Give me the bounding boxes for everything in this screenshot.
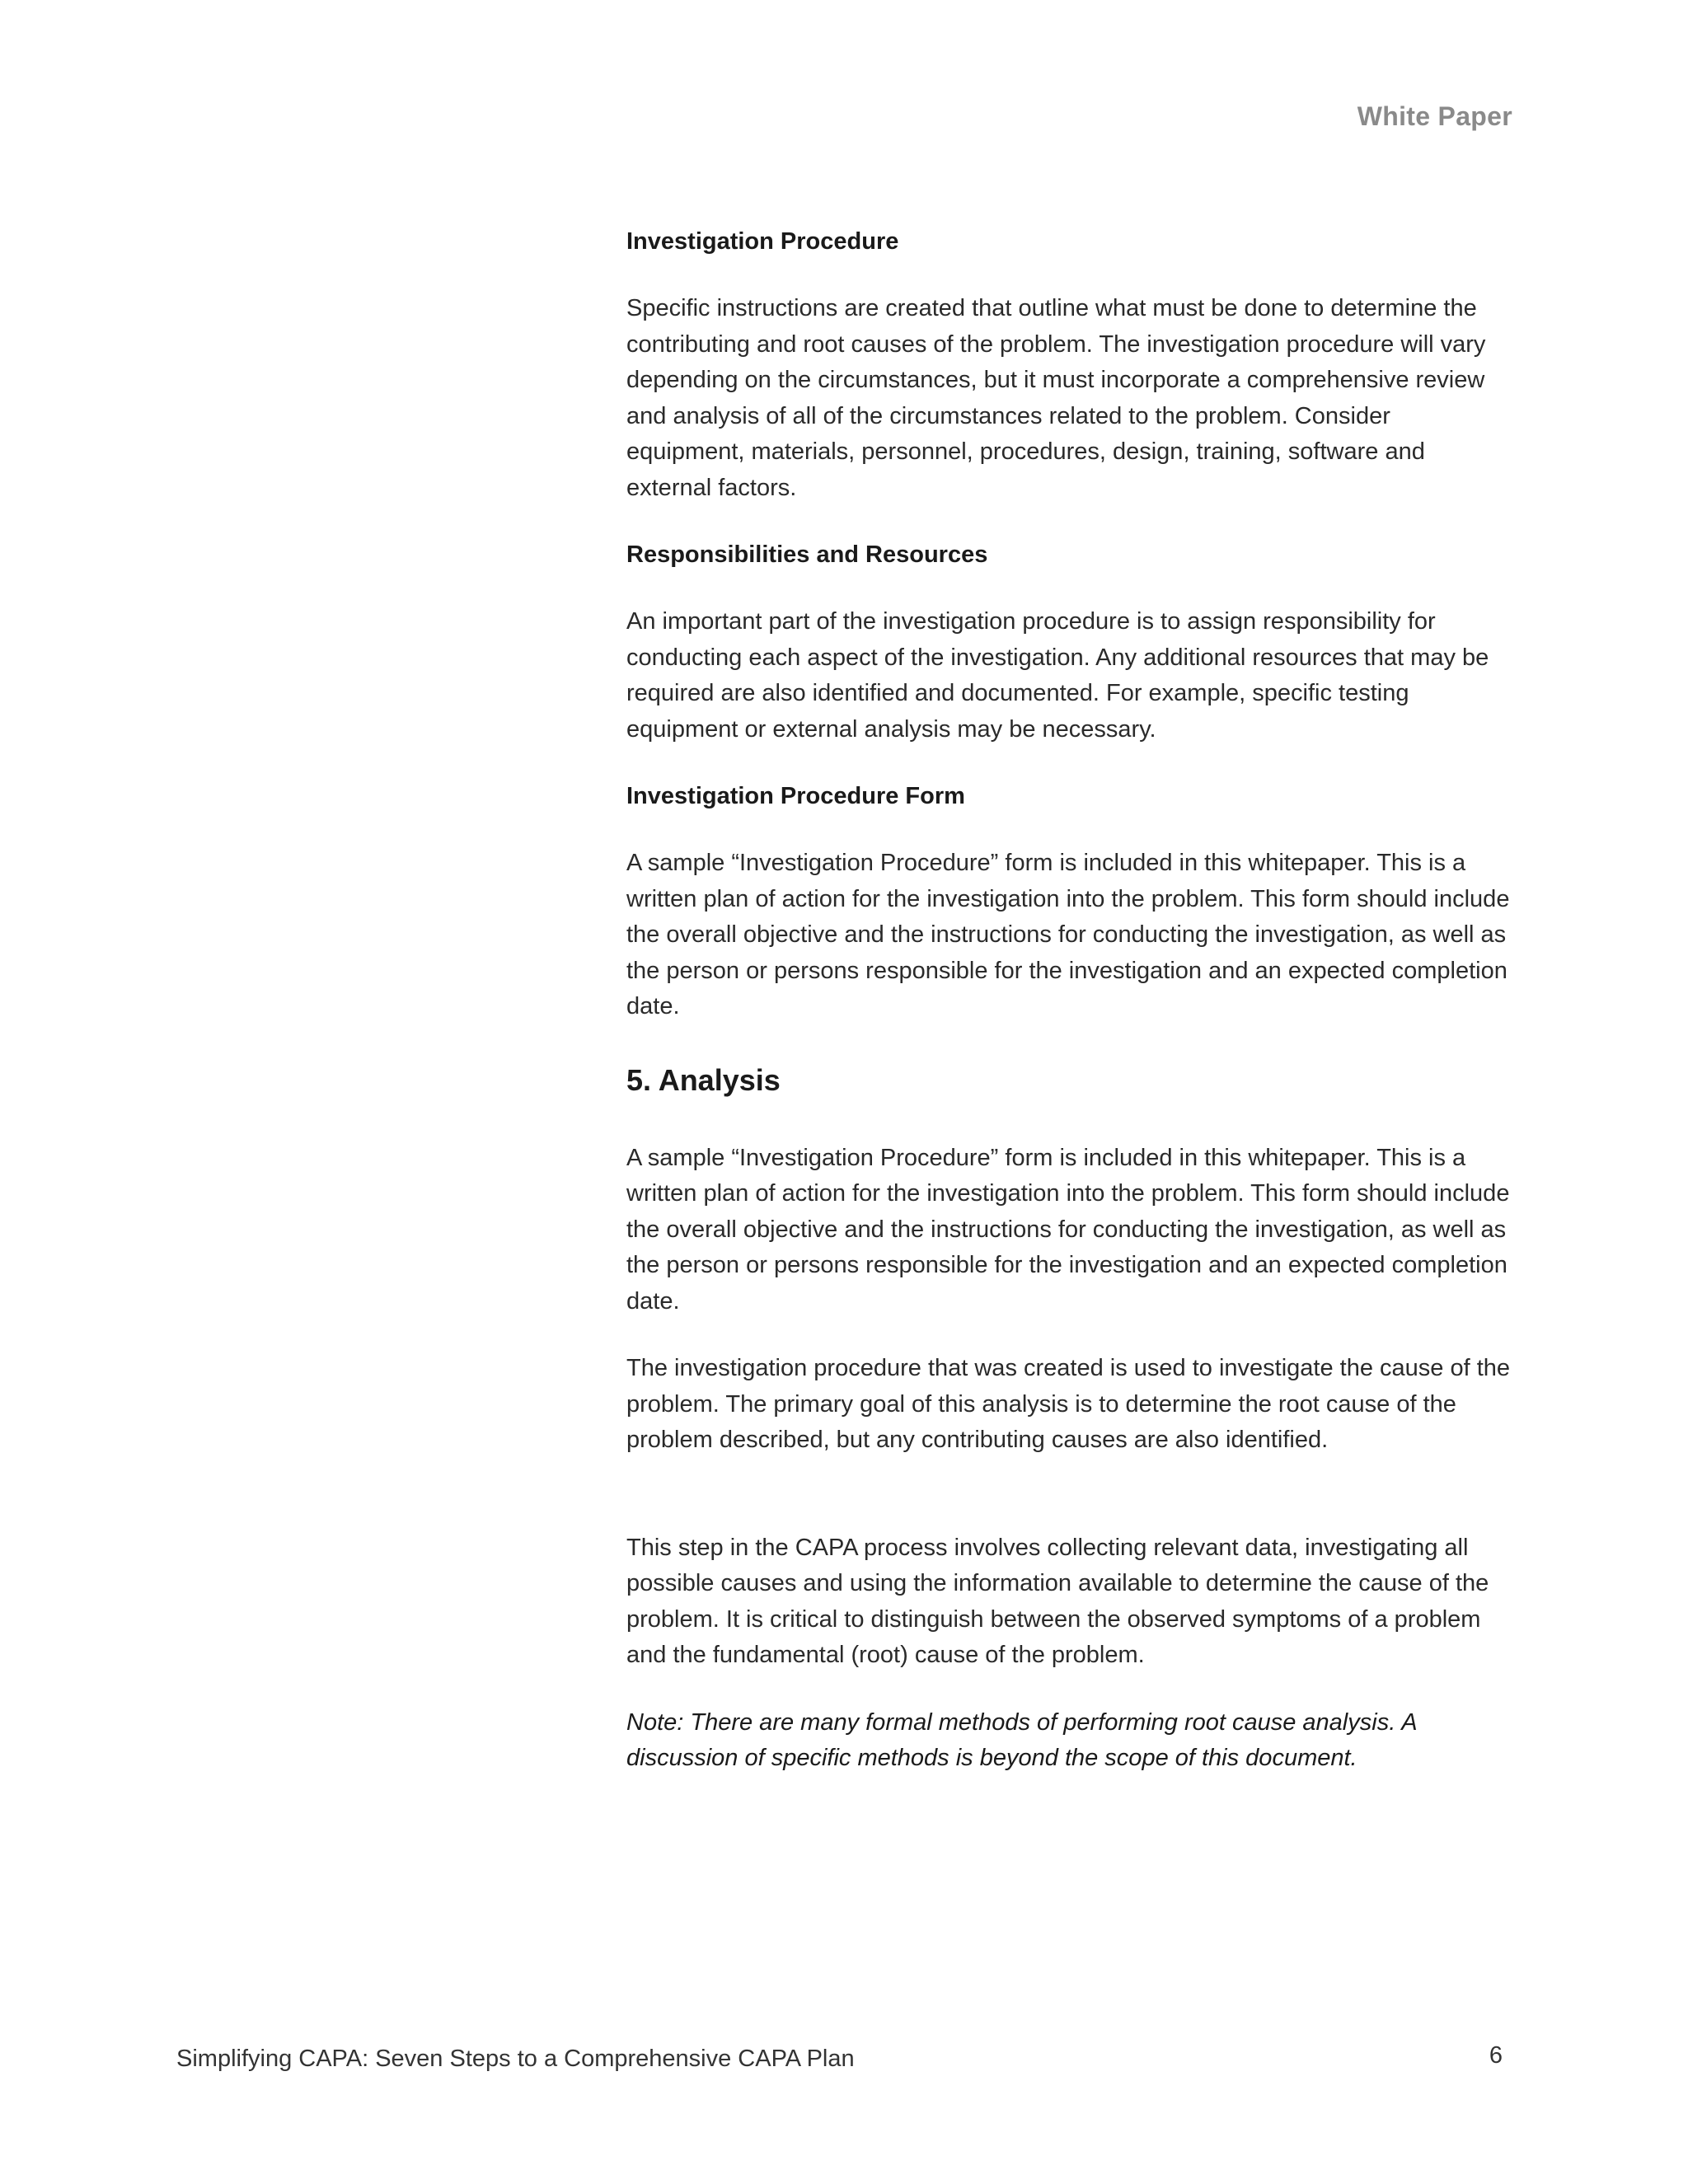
page-number: 6 xyxy=(1489,2042,1503,2069)
analysis-section-title: 5. Analysis xyxy=(626,1062,781,1097)
investigation-procedure-heading: Investigation Procedure xyxy=(626,228,899,255)
header-label: White Paper xyxy=(1357,101,1512,131)
procedure-form-heading: Investigation Procedure Form xyxy=(626,783,965,809)
responsibilities-heading: Responsibilities and Resources xyxy=(626,541,988,568)
analysis-paragraph: The investigation procedure that was created is used to investigate the cause of the problem. The primary goal of this analysis is to determine the root cause of the problem described, but any contributing causes are also identified. xyxy=(626,1355,1511,1453)
main-content xyxy=(626,224,1512,1777)
footer-document-title: Simplifying CAPA: Seven Steps to a Comprehensive CAPA Plan xyxy=(176,2046,855,2072)
analysis-paragraph: This step in the CAPA process involves collecting relevant data, investigating all possible causes and using the information available to determine the cause of the problem. It is critical to distinguish between the observed symptoms of a problem and the fundamental (root) cause of the problem. xyxy=(626,1534,1489,1668)
investigation-procedure-body: Specific instructions are created that outline what must be done to determine the contributing and root causes of the problem. The investigation procedure will vary depending on the circumstances, but it must incorporate a comprehensive review and analysis of all of the circumstances related to the problem. Consider equipment, materials, personnel, procedures, design, training, software and external factors. xyxy=(626,295,1486,501)
procedure-form-body: A sample “Investigation Procedure” form is included in this whitepaper. This is a written plan of action for the investigation into the problem. This form should include the overall objective and the instructions for conducting the investigation, as well as the person or persons responsible for the investigation and an expected completion date. xyxy=(626,850,1510,1019)
analysis-note: Note: There are many formal methods of performing root cause analysis. A discussion of specific methods is beyond the scope of this document. xyxy=(626,1708,1417,1771)
analysis-paragraph: A sample “Investigation Procedure” form is included in this whitepaper. This is a written plan of action for the investigation into the problem. This form should include the overall objective and the instructions for conducting the investigation, as well as the person or persons responsible for the investigation and an expected completion date. xyxy=(626,1144,1510,1315)
responsibilities-body: An important part of the investigation procedure is to assign responsibility for conducting each aspect of the investigation. Any additional resources that may be required are also identified and documented. For example, specific testing equipment or external analysis may be necessary. xyxy=(626,608,1489,743)
